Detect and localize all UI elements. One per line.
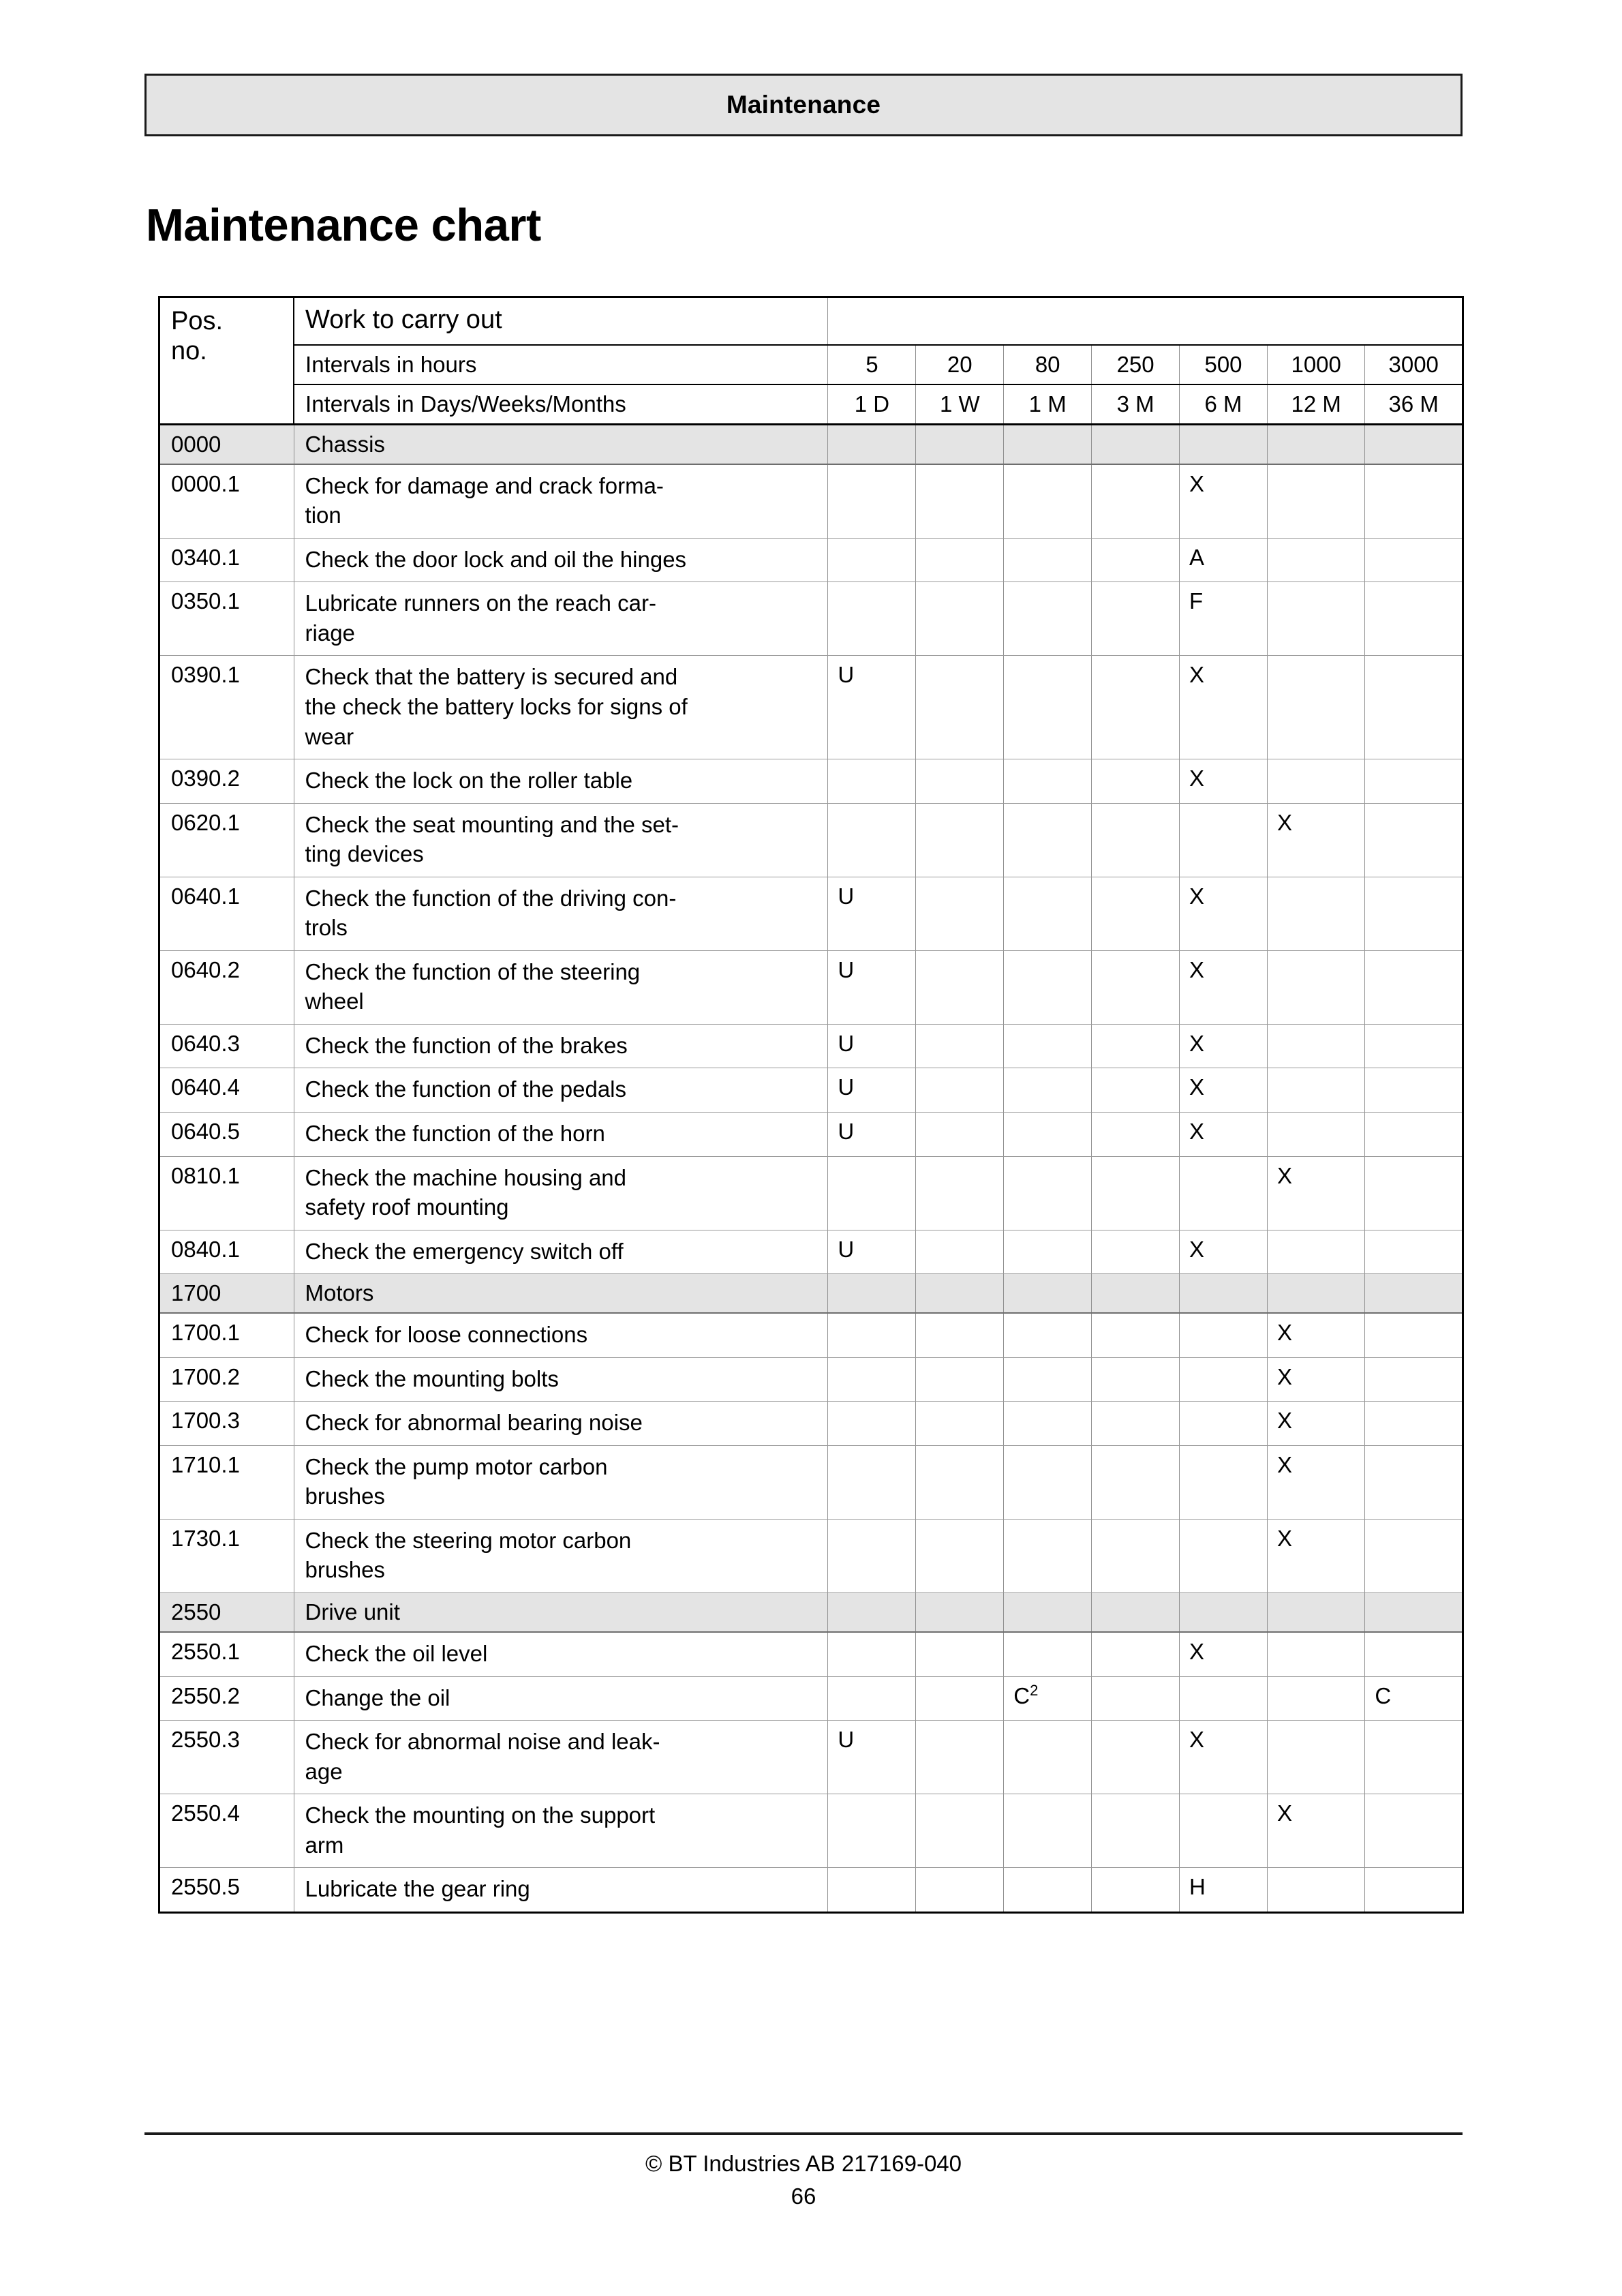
cell-work-description: Check the function of the driving con- trols [294, 877, 828, 950]
cell-interval-mark [1180, 1357, 1268, 1402]
cell-interval-mark [916, 1721, 1004, 1794]
mark-footnote-superscript: 2 [1030, 1681, 1039, 1699]
pos-no-header-line1: Pos. [171, 307, 224, 335]
cell-interval-mark: X [1267, 1445, 1364, 1519]
cell-interval-mark [1365, 538, 1463, 582]
cell-work-description: Check the steering motor carbon brushes [294, 1519, 828, 1592]
cell-interval-mark [1004, 1445, 1092, 1519]
interval-dwm-1: 1 W [916, 384, 1004, 424]
cell-interval-mark [916, 1868, 1004, 1913]
cell-interval-mark [1004, 1721, 1092, 1794]
cell-interval-mark [916, 538, 1004, 582]
chart-group-row [159, 424, 1463, 464]
cell-interval-mark [916, 1156, 1004, 1230]
cell-interval-mark [1092, 1868, 1180, 1913]
cell-pos-no: 0000 [159, 424, 294, 464]
cell-interval-mark [1092, 1592, 1180, 1632]
cell-pos-no: 2550 [159, 1592, 294, 1632]
cell-work-description: Check the function of the brakes [294, 1024, 828, 1068]
interval-dwm-5: 12 M [1267, 384, 1364, 424]
cell-pos-no: 0350.1 [159, 582, 294, 656]
cell-work-description: Check the lock on the roller table [294, 759, 828, 804]
cell-interval-mark [1092, 582, 1180, 656]
cell-interval-mark [1092, 1402, 1180, 1446]
cell-interval-mark [1092, 1068, 1180, 1113]
page-title: Maintenance chart [146, 199, 541, 251]
cell-interval-mark: X [1180, 1024, 1268, 1068]
cell-interval-mark [1092, 656, 1180, 759]
cell-interval-mark [1004, 1068, 1092, 1113]
cell-interval-mark [1092, 759, 1180, 804]
cell-interval-mark [1267, 1024, 1364, 1068]
cell-interval-mark [1267, 1112, 1364, 1156]
footer-copyright: © BT Industries AB 217169-040 [645, 2151, 962, 2176]
interval-dwm-4: 6 M [1180, 384, 1268, 424]
interval-dwm-3: 3 M [1092, 384, 1180, 424]
cell-interval-mark [1004, 877, 1092, 950]
chart-item-row [159, 1357, 1463, 1402]
cell-interval-mark [1365, 1402, 1463, 1446]
chart-item-row [159, 1230, 1463, 1274]
cell-interval-mark: X [1267, 1519, 1364, 1592]
chart-group-row [159, 1274, 1463, 1314]
pos-no-header-line2: no. [171, 337, 207, 366]
cell-interval-mark [1180, 1794, 1268, 1868]
interval-hours-0: 5 [828, 345, 916, 384]
cell-interval-mark [916, 1592, 1004, 1632]
cell-interval-mark [1180, 1402, 1268, 1446]
cell-pos-no: 0810.1 [159, 1156, 294, 1230]
interval-hours-6: 3000 [1365, 345, 1463, 384]
cell-interval-mark [1365, 1445, 1463, 1519]
interval-dwm-2: 1 M [1004, 384, 1092, 424]
cell-interval-mark: X [1180, 950, 1268, 1024]
cell-interval-mark [1004, 538, 1092, 582]
chart-item-row [159, 1112, 1463, 1156]
cell-pos-no: 0620.1 [159, 803, 294, 877]
cell-interval-mark [1267, 759, 1364, 804]
cell-interval-mark [1365, 759, 1463, 804]
cell-interval-mark: $C^2$ [1004, 1676, 1092, 1721]
cell-pos-no: 0640.3 [159, 1024, 294, 1068]
cell-interval-mark [1004, 1156, 1092, 1230]
cell-interval-mark [1004, 424, 1092, 464]
cell-interval-mark [1004, 1868, 1092, 1913]
interval-hours-1: 20 [916, 345, 1004, 384]
cell-work-description: Check the door lock and oil the hinges [294, 538, 828, 582]
cell-interval-mark [828, 1794, 916, 1868]
running-header-title: Maintenance [726, 91, 881, 119]
footer-page-number: 66 [791, 2183, 816, 2209]
cell-interval-mark: X [1267, 1794, 1364, 1868]
cell-interval-mark: U [828, 1024, 916, 1068]
cell-interval-mark [1004, 1402, 1092, 1446]
cell-interval-mark [1092, 1721, 1180, 1794]
chart-group-row [159, 1592, 1463, 1632]
cell-pos-no: 1700.1 [159, 1313, 294, 1357]
cell-interval-mark [1180, 1676, 1268, 1721]
cell-interval-mark [1180, 424, 1268, 464]
page-footer [144, 2147, 1463, 2213]
intervals-dwm-label: Intervals in Days/Weeks/Months [294, 384, 828, 424]
cell-interval-mark [1004, 1024, 1092, 1068]
cell-interval-mark: U [828, 950, 916, 1024]
cell-interval-mark [1267, 1868, 1364, 1913]
chart-header [159, 297, 1463, 425]
cell-pos-no: 1730.1 [159, 1519, 294, 1592]
footer-divider [144, 2132, 1463, 2135]
chart-item-row [159, 1156, 1463, 1230]
cell-pos-no: 1700.3 [159, 1402, 294, 1446]
cell-interval-mark [916, 1112, 1004, 1156]
cell-interval-mark: X [1180, 1632, 1268, 1676]
cell-interval-mark [1365, 1868, 1463, 1913]
cell-pos-no: 2550.2 [159, 1676, 294, 1721]
cell-interval-mark [1365, 1156, 1463, 1230]
cell-pos-no: 0000.1 [159, 464, 294, 539]
cell-interval-mark [1365, 1519, 1463, 1592]
cell-pos-no: 0640.1 [159, 877, 294, 950]
cell-interval-mark [1180, 1313, 1268, 1357]
cell-work-description: Check for abnormal noise and leak- age [294, 1721, 828, 1794]
cell-interval-mark: X [1180, 759, 1268, 804]
cell-interval-mark [1267, 464, 1364, 539]
work-to-carry-out-header: Work to carry out [294, 297, 828, 345]
cell-interval-mark [916, 1676, 1004, 1721]
interval-hours-4: 500 [1180, 345, 1268, 384]
cell-interval-mark [1267, 582, 1364, 656]
cell-interval-mark [1004, 1230, 1092, 1274]
cell-interval-mark [1267, 1274, 1364, 1314]
cell-interval-mark [916, 656, 1004, 759]
pos-no-header [159, 297, 294, 425]
header-row-title [159, 297, 1463, 345]
cell-interval-mark: X [1180, 1068, 1268, 1113]
cell-pos-no: 2550.5 [159, 1868, 294, 1913]
maintenance-chart-container [158, 296, 1464, 1914]
cell-interval-mark [916, 1632, 1004, 1676]
cell-interval-mark [1092, 1274, 1180, 1314]
cell-interval-mark [916, 1519, 1004, 1592]
chart-item-row [159, 1632, 1463, 1676]
cell-work-description: Check the function of the steering wheel [294, 950, 828, 1024]
cell-interval-mark [828, 1313, 916, 1357]
cell-interval-mark [1267, 538, 1364, 582]
chart-item-row [159, 1794, 1463, 1868]
cell-interval-mark [1365, 1024, 1463, 1068]
interval-hours-3: 250 [1092, 345, 1180, 384]
cell-interval-mark: X [1267, 1313, 1364, 1357]
chart-item-row [159, 1068, 1463, 1113]
cell-interval-mark: A [1180, 538, 1268, 582]
cell-interval-mark [1267, 1721, 1364, 1794]
cell-interval-mark [1365, 1112, 1463, 1156]
chart-body [159, 424, 1463, 1912]
cell-interval-mark [916, 1794, 1004, 1868]
cell-interval-mark [1092, 1156, 1180, 1230]
cell-group-name: Chassis [294, 424, 828, 464]
cell-interval-mark [916, 1402, 1004, 1446]
cell-pos-no: 1700.2 [159, 1357, 294, 1402]
cell-interval-mark: X [1180, 656, 1268, 759]
cell-interval-mark [828, 1592, 916, 1632]
cell-interval-mark [828, 1402, 916, 1446]
chart-item-row [159, 1519, 1463, 1592]
cell-work-description: Change the oil [294, 1676, 828, 1721]
cell-interval-mark [1267, 424, 1364, 464]
cell-interval-mark: X [1267, 1357, 1364, 1402]
cell-interval-mark [1365, 582, 1463, 656]
chart-item-row [159, 759, 1463, 804]
running-header-banner [144, 74, 1463, 136]
interval-hours-2: 80 [1004, 345, 1092, 384]
cell-work-description: Lubricate the gear ring [294, 1868, 828, 1913]
cell-interval-mark [828, 424, 916, 464]
cell-pos-no: 2550.4 [159, 1794, 294, 1868]
cell-work-description: Check the pump motor carbon brushes [294, 1445, 828, 1519]
cell-interval-mark [828, 1519, 916, 1592]
cell-interval-mark [1004, 464, 1092, 539]
chart-item-row [159, 1313, 1463, 1357]
cell-interval-mark: U [828, 656, 916, 759]
chart-item-row [159, 1721, 1463, 1794]
cell-interval-mark [1092, 1313, 1180, 1357]
cell-interval-mark [1092, 877, 1180, 950]
cell-interval-mark [1092, 1519, 1180, 1592]
cell-pos-no: 1700 [159, 1274, 294, 1314]
cell-interval-mark [1365, 1068, 1463, 1113]
cell-work-description: Check that the battery is secured and the check the battery locks for signs of wear [294, 656, 828, 759]
cell-interval-mark [1365, 1794, 1463, 1868]
cell-interval-mark [916, 1445, 1004, 1519]
cell-interval-mark [828, 538, 916, 582]
cell-interval-mark [1365, 803, 1463, 877]
cell-interval-mark [916, 1068, 1004, 1113]
cell-interval-mark [1365, 1313, 1463, 1357]
cell-interval-mark [828, 759, 916, 804]
cell-interval-mark [1365, 424, 1463, 464]
cell-interval-mark [828, 1357, 916, 1402]
cell-interval-mark [1092, 1445, 1180, 1519]
cell-interval-mark [1092, 950, 1180, 1024]
cell-interval-mark [1092, 1632, 1180, 1676]
cell-interval-mark [916, 1230, 1004, 1274]
header-row-interval-dwm [159, 384, 1463, 424]
cell-interval-mark [828, 803, 916, 877]
chart-item-row [159, 538, 1463, 582]
cell-interval-mark [1092, 464, 1180, 539]
cell-interval-mark: X [1180, 1721, 1268, 1794]
cell-interval-mark [1092, 1112, 1180, 1156]
cell-work-description: Lubricate runners on the reach car- riage [294, 582, 828, 656]
interval-header-spacer [828, 297, 1463, 345]
cell-interval-mark [828, 1445, 916, 1519]
cell-group-name: Motors [294, 1274, 828, 1314]
cell-interval-mark [916, 803, 1004, 877]
cell-work-description: Check the seat mounting and the set- ting devices [294, 803, 828, 877]
cell-pos-no: 2550.1 [159, 1632, 294, 1676]
intervals-hours-label: Intervals in hours [294, 345, 828, 384]
cell-interval-mark [828, 1632, 916, 1676]
cell-interval-mark [1267, 1632, 1364, 1676]
cell-interval-mark [916, 464, 1004, 539]
cell-interval-mark [916, 759, 1004, 804]
cell-interval-mark [1267, 877, 1364, 950]
cell-work-description: Check the mounting on the support arm [294, 1794, 828, 1868]
cell-pos-no: 2550.3 [159, 1721, 294, 1794]
cell-interval-mark [1004, 582, 1092, 656]
cell-interval-mark: F [1180, 582, 1268, 656]
cell-interval-mark [916, 1274, 1004, 1314]
cell-interval-mark [828, 1274, 916, 1314]
cell-interval-mark [828, 464, 916, 539]
cell-work-description: Check for abnormal bearing noise [294, 1402, 828, 1446]
cell-work-description: Check for loose connections [294, 1313, 828, 1357]
cell-interval-mark [1004, 803, 1092, 877]
cell-interval-mark: X [1180, 464, 1268, 539]
cell-interval-mark [1267, 1230, 1364, 1274]
interval-dwm-0: 1 D [828, 384, 916, 424]
cell-pos-no: 0840.1 [159, 1230, 294, 1274]
cell-interval-mark: C [1365, 1676, 1463, 1721]
cell-interval-mark: X [1180, 1112, 1268, 1156]
cell-interval-mark [1004, 1313, 1092, 1357]
cell-work-description: Check the emergency switch off [294, 1230, 828, 1274]
cell-interval-mark [1365, 1721, 1463, 1794]
cell-interval-mark: U [828, 1230, 916, 1274]
cell-interval-mark: X [1267, 803, 1364, 877]
cell-interval-mark [1365, 950, 1463, 1024]
cell-interval-mark [916, 582, 1004, 656]
cell-interval-mark [1180, 1592, 1268, 1632]
cell-interval-mark [1365, 1357, 1463, 1402]
cell-interval-mark [1267, 1592, 1364, 1632]
cell-interval-mark [828, 1868, 916, 1913]
cell-interval-mark [1004, 1274, 1092, 1314]
cell-interval-mark [1092, 1676, 1180, 1721]
cell-interval-mark [916, 1024, 1004, 1068]
chart-item-row [159, 1868, 1463, 1913]
cell-interval-mark: H [1180, 1868, 1268, 1913]
cell-interval-mark: X [1180, 1230, 1268, 1274]
chart-item-row [159, 1445, 1463, 1519]
cell-interval-mark [916, 1313, 1004, 1357]
chart-item-row [159, 803, 1463, 877]
cell-interval-mark [1092, 1357, 1180, 1402]
cell-interval-mark [1004, 759, 1092, 804]
cell-interval-mark [1180, 1445, 1268, 1519]
cell-work-description: Check for damage and crack forma- tion [294, 464, 828, 539]
cell-interval-mark [1365, 656, 1463, 759]
cell-pos-no: 1710.1 [159, 1445, 294, 1519]
cell-interval-mark [1365, 877, 1463, 950]
chart-item-row [159, 1402, 1463, 1446]
chart-item-row [159, 877, 1463, 950]
chart-item-row [159, 582, 1463, 656]
cell-interval-mark: X [1267, 1402, 1364, 1446]
chart-item-row [159, 464, 1463, 539]
cell-group-name: Drive unit [294, 1592, 828, 1632]
chart-item-row [159, 1024, 1463, 1068]
cell-work-description: Check the function of the pedals [294, 1068, 828, 1113]
cell-pos-no: 0640.5 [159, 1112, 294, 1156]
cell-interval-mark [1365, 464, 1463, 539]
cell-interval-mark [1180, 1519, 1268, 1592]
cell-interval-mark [828, 582, 916, 656]
cell-interval-mark [1004, 656, 1092, 759]
cell-interval-mark [1180, 1156, 1268, 1230]
cell-interval-mark: U [828, 1112, 916, 1156]
cell-work-description: Check the function of the horn [294, 1112, 828, 1156]
cell-pos-no: 0640.4 [159, 1068, 294, 1113]
chart-item-row [159, 1676, 1463, 1721]
interval-dwm-6: 36 M [1365, 384, 1463, 424]
cell-work-description: Check the machine housing and safety roof mounting [294, 1156, 828, 1230]
cell-interval-mark [1004, 1794, 1092, 1868]
cell-interval-mark: X [1180, 877, 1268, 950]
cell-interval-mark [1365, 1230, 1463, 1274]
chart-item-row [159, 656, 1463, 759]
cell-interval-mark [1180, 1274, 1268, 1314]
cell-pos-no: 0390.2 [159, 759, 294, 804]
cell-interval-mark [1092, 803, 1180, 877]
chart-item-row [159, 950, 1463, 1024]
cell-interval-mark [1267, 656, 1364, 759]
cell-interval-mark [1004, 1519, 1092, 1592]
cell-interval-mark [1092, 1230, 1180, 1274]
interval-hours-5: 1000 [1267, 345, 1364, 384]
cell-interval-mark [916, 424, 1004, 464]
cell-interval-mark [1092, 424, 1180, 464]
cell-interval-mark [1092, 1024, 1180, 1068]
cell-interval-mark [1365, 1592, 1463, 1632]
cell-interval-mark [1004, 1632, 1092, 1676]
cell-interval-mark [916, 877, 1004, 950]
cell-interval-mark [1092, 1794, 1180, 1868]
cell-interval-mark [1267, 1676, 1364, 1721]
cell-work-description: Check the oil level [294, 1632, 828, 1676]
cell-interval-mark [916, 950, 1004, 1024]
maintenance-chart-table [158, 296, 1464, 1914]
cell-interval-mark: U [828, 1721, 916, 1794]
cell-interval-mark [1365, 1632, 1463, 1676]
cell-interval-mark [1004, 950, 1092, 1024]
cell-interval-mark [1004, 1592, 1092, 1632]
cell-pos-no: 0640.2 [159, 950, 294, 1024]
cell-interval-mark [1267, 950, 1364, 1024]
cell-interval-mark [916, 1357, 1004, 1402]
cell-interval-mark [828, 1156, 916, 1230]
cell-interval-mark: X [1267, 1156, 1364, 1230]
cell-interval-mark [1180, 803, 1268, 877]
cell-interval-mark [1365, 1274, 1463, 1314]
cell-work-description: Check the mounting bolts [294, 1357, 828, 1402]
cell-interval-mark [828, 1676, 916, 1721]
cell-pos-no: 0340.1 [159, 538, 294, 582]
cell-interval-mark [1267, 1068, 1364, 1113]
cell-interval-mark [1092, 538, 1180, 582]
cell-pos-no: 0390.1 [159, 656, 294, 759]
cell-interval-mark: U [828, 877, 916, 950]
cell-interval-mark: U [828, 1068, 916, 1113]
cell-interval-mark [1004, 1357, 1092, 1402]
header-row-interval-hours [159, 345, 1463, 384]
cell-interval-mark [1004, 1112, 1092, 1156]
